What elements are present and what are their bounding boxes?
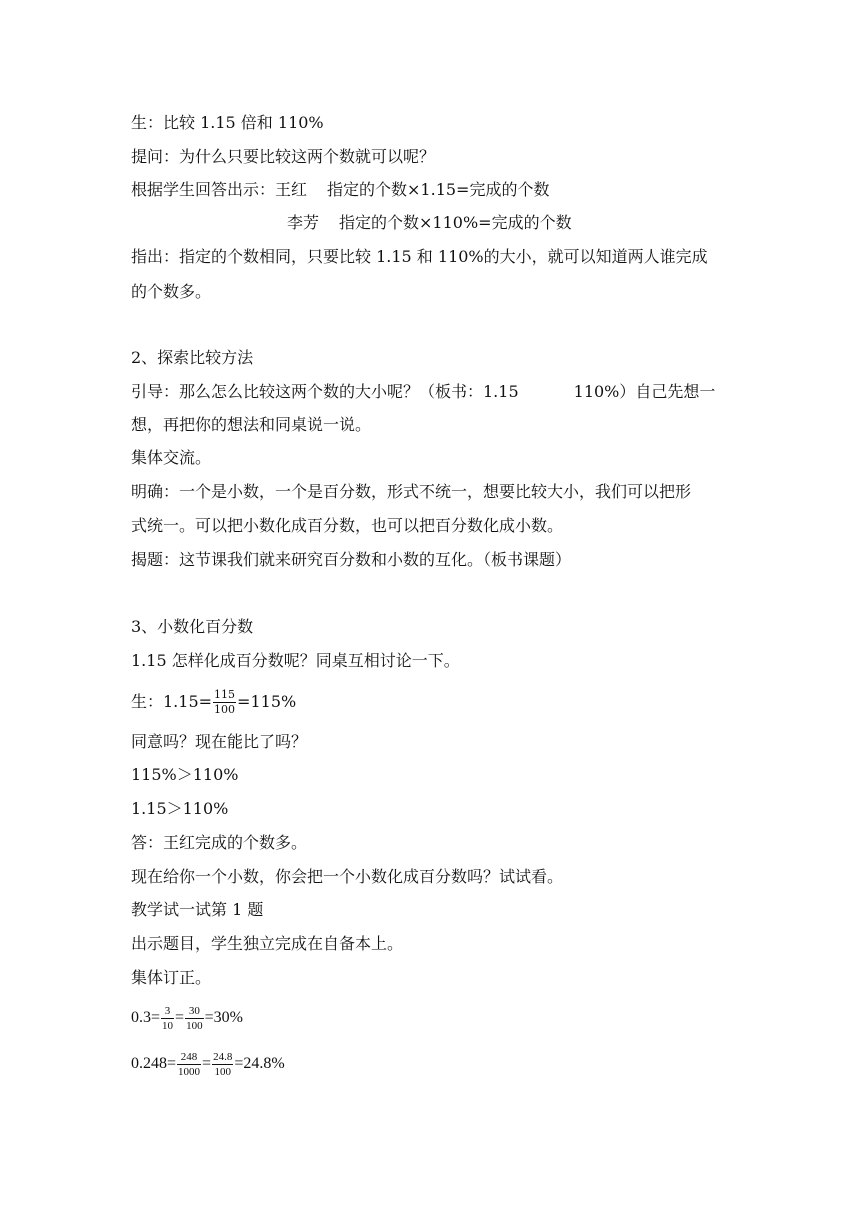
fraction xyxy=(185,1005,204,1032)
text-line: 115%＞110% xyxy=(131,765,239,784)
denominator: 100 xyxy=(214,1065,231,1078)
text-segment: 110%）自己先想一 xyxy=(573,382,716,401)
text-line: 1.15＞110% xyxy=(131,799,229,818)
numerator: 248 xyxy=(180,1050,198,1063)
text-segment: 指定的个数×1.15=完成的个数 xyxy=(327,180,550,199)
equation-prefix: 生：1.15= xyxy=(131,692,213,711)
text-segment: 指定的个数×110%=完成的个数 xyxy=(339,213,572,232)
text-line: 现在给你一个小数，你会把一个小数化成百分数吗？试试看。 xyxy=(131,867,564,886)
section-heading: 2、探索比较方法 xyxy=(131,348,254,367)
equation-line xyxy=(131,1044,285,1084)
equation-line xyxy=(131,682,296,722)
text-line: 1.15 怎样化成百分数呢？同桌互相讨论一下。 xyxy=(131,651,460,670)
fraction xyxy=(213,689,236,716)
equation-prefix: 0.3= xyxy=(131,1009,161,1026)
text-line: 提问：为什么只要比较这两个数就可以呢？ xyxy=(131,147,436,166)
denominator: 1000 xyxy=(178,1065,201,1078)
text-line: 想，再把你的想法和同桌说一说。 xyxy=(131,415,372,434)
text-line: 揭题：这节课我们就来研究百分数和小数的互化。（板书课题） xyxy=(131,550,572,569)
equals-sign: = xyxy=(202,1055,212,1072)
text-line: 明确：一个是小数，一个是百分数，形式不统一，想要比较大小，我们可以把形 xyxy=(131,482,692,501)
text-line xyxy=(131,381,715,403)
equation-suffix: =30% xyxy=(204,1009,243,1026)
text-line: 集体交流。 xyxy=(131,448,212,467)
equation-suffix: =115% xyxy=(237,692,297,711)
fraction xyxy=(177,1051,201,1078)
numerator: 30 xyxy=(188,1004,200,1017)
equation-line xyxy=(131,998,243,1038)
fraction xyxy=(161,1005,174,1032)
equation-prefix: 0.248= xyxy=(131,1055,177,1072)
text-line: 教学试一试第 1 题 xyxy=(131,900,264,919)
denominator: 100 xyxy=(186,1019,203,1032)
text-line: 式统一。可以把小数化成百分数，也可以把百分数化成小数。 xyxy=(131,516,564,535)
text-line: 的个数多。 xyxy=(131,282,212,301)
denominator: 10 xyxy=(162,1019,174,1032)
text-line: 指出：指定的个数相同，只要比较 1.15 和 110%的大小，就可以知道两人谁完成 xyxy=(131,247,708,266)
text-line: 生：比较 1.15 倍和 110% xyxy=(131,113,324,132)
numerator: 3 xyxy=(164,1004,171,1017)
text-line: 出示题目，学生独立完成在自备本上。 xyxy=(131,934,404,953)
fraction xyxy=(212,1051,233,1078)
equation-suffix: =24.8% xyxy=(234,1055,285,1072)
text-segment: 根据学生回答出示：王红 xyxy=(131,180,308,199)
text-segment: 李芳 xyxy=(287,213,320,232)
text-line: 答：王红完成的个数多。 xyxy=(131,833,308,852)
equals-sign: = xyxy=(175,1009,185,1026)
numerator: 24.8 xyxy=(213,1050,233,1063)
text-line: 同意吗？现在能比了吗？ xyxy=(131,732,308,751)
section-heading: 3、小数化百分数 xyxy=(131,617,254,636)
denominator: 100 xyxy=(214,702,236,716)
text-line: 集体订正。 xyxy=(131,968,212,987)
text-line xyxy=(287,212,572,234)
numerator: 115 xyxy=(214,687,236,701)
text-line xyxy=(131,179,549,201)
text-segment: 引导：那么怎么比较这两个数的大小呢？（板书：1.15 xyxy=(131,382,519,401)
